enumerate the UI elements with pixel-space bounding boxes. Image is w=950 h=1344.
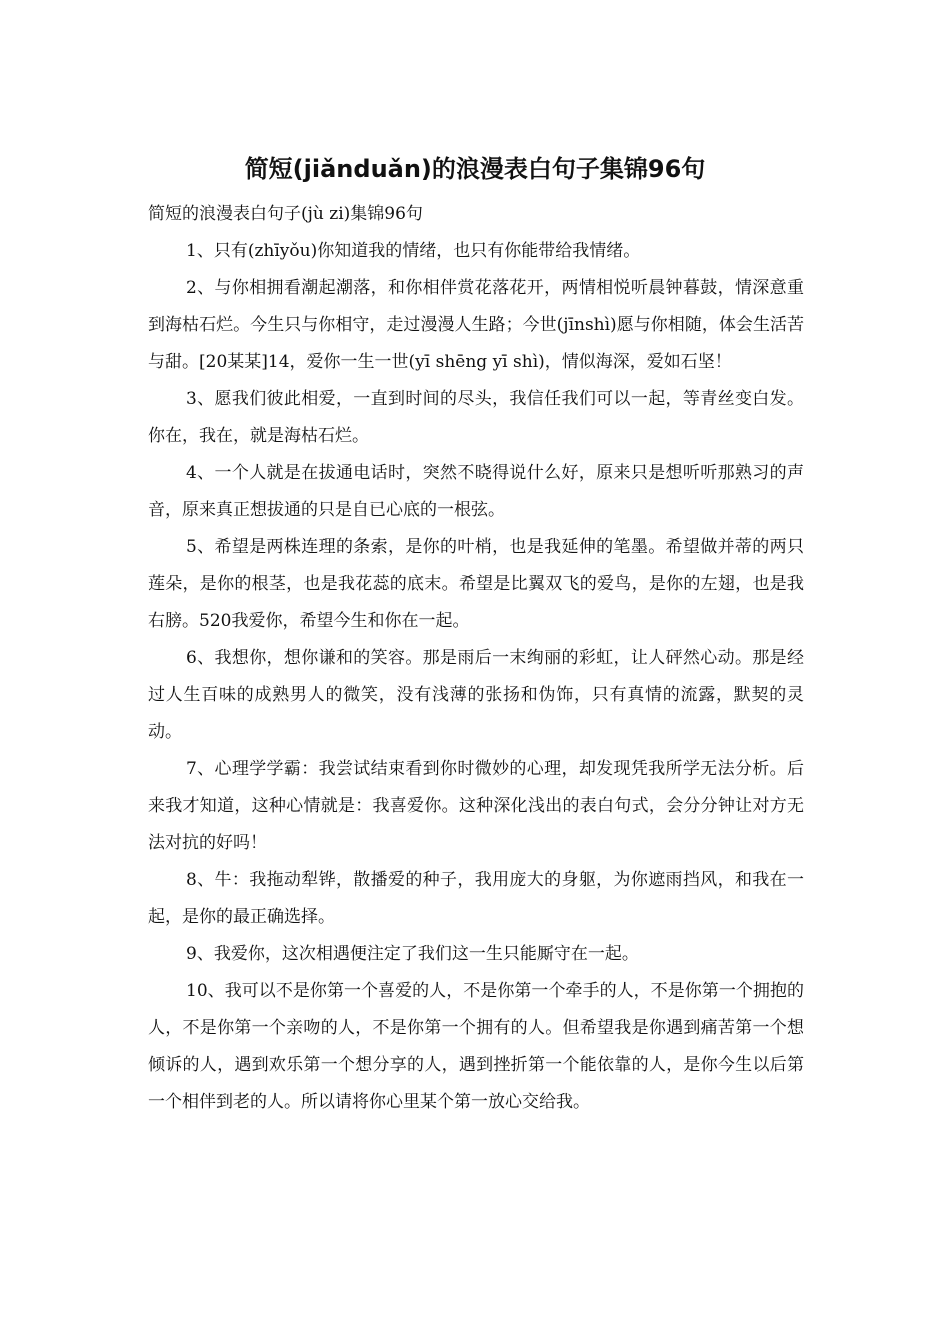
paragraph-7: 7、心理学学霸：我尝试结束看到你时微妙的心理，却发现凭我所学无法分析。后来我才知道，这种心情就是：我喜爱你。这种深化浅出的表白句式，会分分钟让对方无法对抗的好吗！ — [148, 759, 804, 853]
document-subtitle: 简短的浪漫表白句子(jù zi)集锦96句 — [148, 204, 423, 224]
paragraph-9: 9、我爱你，这次相遇便注定了我们这一生只能厮守在一起。 — [186, 944, 639, 964]
paragraph-4: 4、一个人就是在拔通电话时，突然不晓得说什么好，原来只是想听听那熟习的声音，原来真正想拔通的只是自已心底的一根弦。 — [148, 463, 804, 520]
paragraph-3: 3、愿我们彼此相爱，一直到时间的尽头，我信任我们可以一起，等青丝变白发。你在，我在，就是海枯石烂。 — [148, 389, 804, 446]
paragraph-10: 10、我可以不是你第一个喜爱的人，不是你第一个牵手的人，不是你第一个拥抱的人，不是你第一个亲吻的人，不是你第一个拥有的人。但希望我是你遇到痛苦第一个想倾诉的人，遇到欢乐第一个想分享的人，遇到挫折第一个能依靠的人，是你今生以后第一个相伴到老的人。所以请将你心里某个第一放心交给我。 — [148, 981, 804, 1112]
document-title: 简短(jiǎnduǎn)的浪漫表白句子集锦96句 — [244, 155, 706, 183]
document-body — [148, 196, 804, 1121]
paragraph-6: 6、我想你，想你谦和的笑容。那是雨后一末绚丽的彩虹，让人砰然心动。那是经过人生百味的成熟男人的微笑，没有浅薄的张扬和伪饰，只有真情的流露，默契的灵动。 — [148, 648, 804, 742]
paragraph-1: 1、只有(zhīyǒu)你知道我的情绪，也只有你能带给我情绪。 — [186, 241, 641, 261]
paragraph-8: 8、牛：我拖动犁铧，散播爱的种子，我用庞大的身躯，为你遮雨挡风，和我在一起，是你的最正确选择。 — [148, 870, 804, 927]
paragraph-5: 5、希望是两株连理的条索，是你的叶梢，也是我延伸的笔墨。希望做并蒂的两只莲朵，是你的根茎，也是我花蕊的底末。希望是比翼双飞的爱鸟，是你的左翅，也是我右膀。520我爱你，希望今生和你在一起。 — [148, 537, 804, 631]
paragraph-2: 2、与你相拥看潮起潮落，和你相伴赏花落花开，两情相悦听晨钟暮鼓，情深意重到海枯石烂。今生只与你相守，走过漫漫人生路；今世(jīnshì)愿与你相随，体会生活苦与甜。[20某某]14，爱你一生一世(yī shēng yī shì)，情似海深，爱如石坚！ — [148, 278, 804, 372]
